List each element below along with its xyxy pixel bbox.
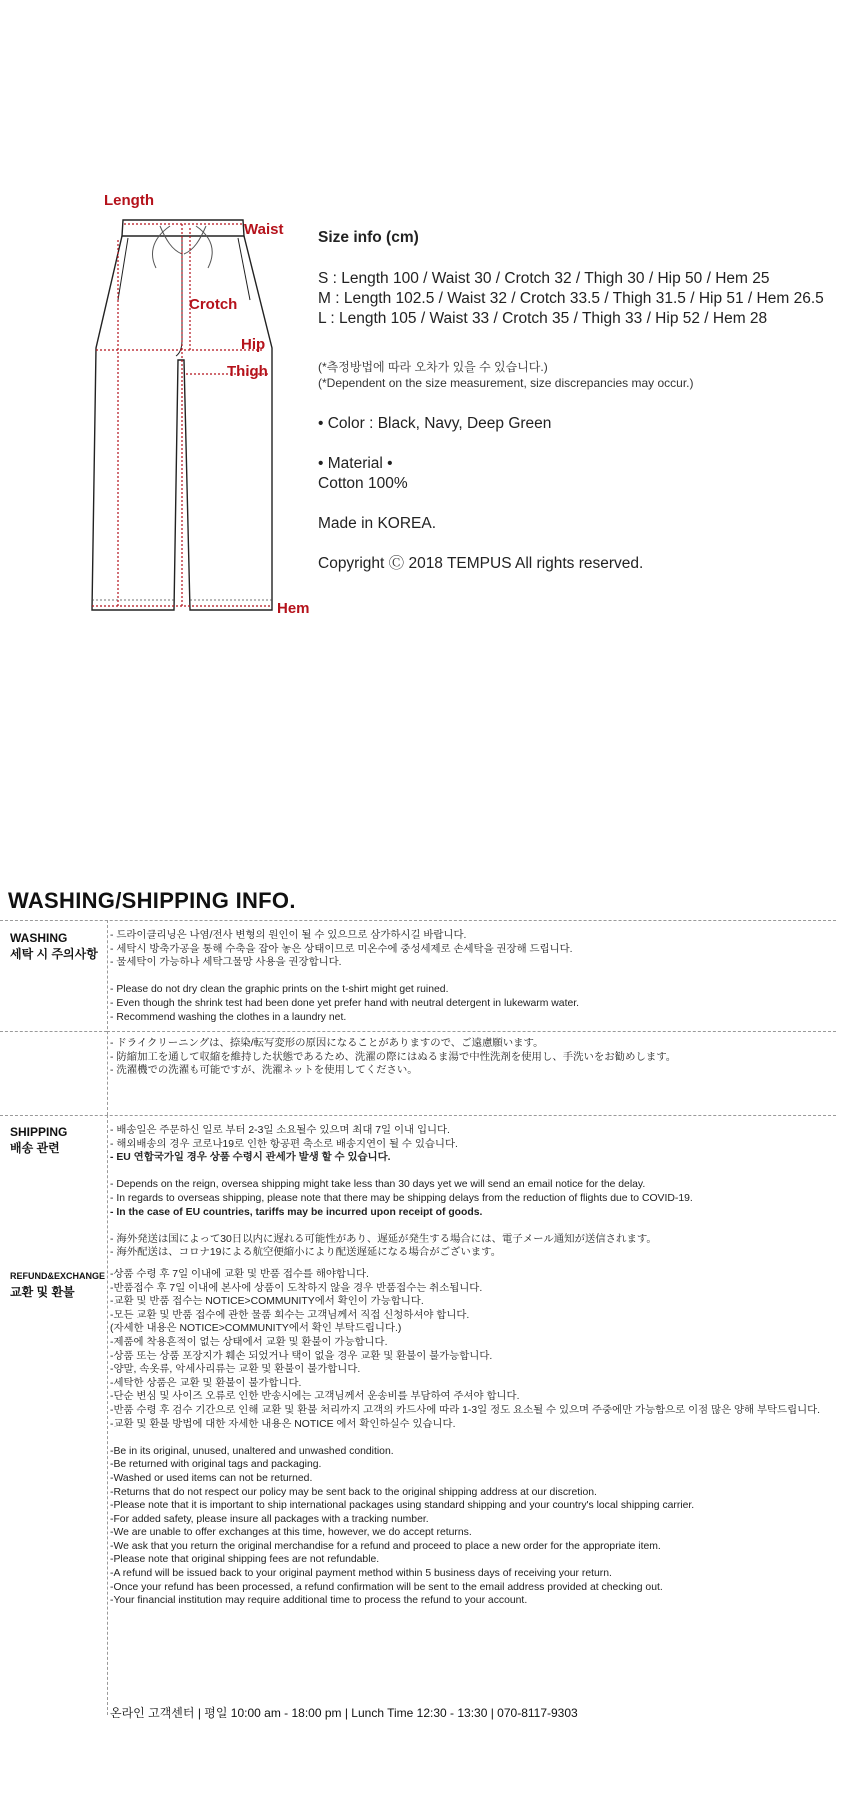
- washing-ja-line: - ドライクリーニングは、捺染/転写変形の原因になることがありますので、ご遠慮願います。: [110, 1038, 544, 1049]
- label-hem: Hem: [277, 600, 310, 617]
- washing-shipping-title: WASHING/SHIPPING INFO.: [8, 888, 296, 913]
- label-length: Length: [104, 192, 154, 209]
- refund-en-line: -Please note that it is important to ship international packages using standard shipping and your country's local shipping carrier.: [110, 1500, 695, 1512]
- size-row-m: M : Length 102.5 / Waist 32 / Crotch 33.5 / Thigh 31.5 / Hip 51 / Hem 26.5: [318, 290, 824, 307]
- washing-en-line: - Please do not dry clean the graphic prints on the t-shirt might get ruined.: [110, 984, 449, 996]
- washing-label-ko: 세탁 시 주의사항: [10, 947, 98, 961]
- refund-en-line: -Once your refund has been processed, a refund confirmation will be sent to the email address provided at checking out.: [110, 1581, 663, 1593]
- shipping-label: [10, 1124, 67, 1156]
- refund-en-line: -Be in its original, unused, unaltered and unwashed condition.: [110, 1445, 394, 1457]
- refund-en-line: -A refund will be issued back to your original payment method within 5 business days of receiving your return.: [110, 1568, 612, 1580]
- pants-waistband: [122, 220, 244, 236]
- material-value: Cotton 100%: [318, 475, 408, 492]
- refund-ko-line: -반품접수 후 7일 이내에 본사에 상품이 도착하지 않을 경우 반품접수는 취소됩니다.: [110, 1282, 483, 1294]
- shipping-label-ko: 배송 관련: [10, 1141, 60, 1155]
- shipping-text: [110, 1124, 834, 1260]
- size-row-l: L : Length 105 / Waist 33 / Crotch 35 / Thigh 33 / Hip 52 / Hem 28: [318, 310, 768, 327]
- refund-en-line: -Your financial institution may require additional time to process the refund to your account.: [110, 1595, 528, 1607]
- shipping-en-line: - Depends on the reign, oversea shipping might take less than 30 days yet we will send an email notice for the delay.: [110, 1179, 646, 1191]
- washing-ko-line: - 세탁시 방축가공을 통해 수축을 잡아 놓은 상태이므로 미온수에 중성세제로 손세탁을 권장해 드립니다.: [110, 943, 573, 955]
- label-hip: Hip: [241, 336, 266, 353]
- size-note-en: (*Dependent on the size measurement, size discrepancies may occur.): [318, 376, 694, 390]
- shipping-ko-line: - 배송일은 주문하신 일로 부터 2-3일 소요될수 있으며 최대 7일 이내 입니다.: [110, 1125, 450, 1136]
- refund-ko-line: -제품에 착용흔적이 없는 상태에서 교환 및 환불이 가능합니다.: [110, 1336, 388, 1348]
- refund-ko-line: -교환 및 반품 접수는 NOTICE>COMMUNITY에서 확인이 가능합니다.: [110, 1296, 424, 1308]
- label-crotch: Crotch: [189, 296, 238, 313]
- refund-ko-line: -세탁한 상품은 교환 및 환불이 불가합니다.: [110, 1377, 302, 1389]
- refund-ko-line: -교환 및 환불 방법에 대한 자세한 내용은 NOTICE 에서 확인하실수 있습니다.: [110, 1418, 456, 1430]
- shipping-en-line: - In regards to overseas shipping, please note that there may be shipping delays from the reduction of flights due to COVID-19.: [110, 1192, 693, 1204]
- refund-en-line: -Washed or used items can not be returned.: [110, 1472, 313, 1484]
- washing-ko-line: - 물세탁이 가능하나 세탁그물망 사용을 권장합니다.: [110, 957, 342, 969]
- material-label: • Material •: [318, 455, 393, 472]
- divider-vertical-2: [107, 1115, 108, 1715]
- color-info: • Color : Black, Navy, Deep Green: [318, 415, 552, 432]
- washing-text-ja: [110, 1037, 834, 1078]
- shipping-ko-bold-line: - EU 연합국가일 경우 상품 수령시 관세가 발생 할 수 있습니다.: [110, 1152, 391, 1164]
- refund-en-line: -Be returned with original tags and packaging.: [110, 1459, 322, 1471]
- refund-label-en: REFUND&EXCHANGE: [10, 1271, 106, 1281]
- washing-en-line: - Even though the shrink test had been done yet prefer hand with neutral detergent in lukewarm water.: [110, 997, 580, 1009]
- refund-text: [110, 1268, 834, 1608]
- pants-drawing: [0, 0, 300, 640]
- washing-ko-line: - 드라이클리닝은 나염/전사 변형의 원인이 될 수 있으므로 삼가하시길 바랍니다.: [110, 930, 467, 941]
- divider-top: [0, 920, 836, 921]
- refund-ko-line: -단순 변심 및 사이즈 오류로 인한 반송시에는 고객님께서 운송비를 부담하여 주셔야 합니다.: [110, 1391, 520, 1403]
- copyright: Copyright Ⓒ 2018 TEMPUS All rights reserved.: [318, 555, 644, 572]
- washing-label: [10, 930, 98, 962]
- washing-en-line: - Recommend washing the clothes in a laundry net.: [110, 1011, 347, 1023]
- label-thigh: Thigh: [227, 363, 268, 380]
- shipping-ja-line: - 海外配送は、コロナ19による航空便縮小により配送遅延になる場合がございます。: [110, 1247, 502, 1259]
- shipping-en-bold-line: - In the case of EU countries, tariffs may be incurred upon receipt of goods.: [110, 1206, 483, 1218]
- refund-en-line: -Please note that original shipping fees are not refundable.: [110, 1554, 380, 1566]
- customer-center-footer: 온라인 고객센터 | 평일 10:00 am - 18:00 pm | Lunch Time 12:30 - 13:30 | 070-8117-9303: [110, 1706, 578, 1720]
- refund-en-line: -Returns that do not respect our policy may be sent back to the original shipping address at our discretion.: [110, 1486, 597, 1498]
- size-note-ko: (*측정방법에 따라 오차가 있을 수 있습니다.): [318, 360, 548, 374]
- refund-en-line: -For added safety, please insure all packages with a tracking number.: [110, 1513, 429, 1525]
- refund-ko-line: (자세한 내용은 NOTICE>COMMUNITY에서 확인 부탁드립니다.): [110, 1323, 402, 1335]
- washing-label-en: WASHING: [10, 931, 68, 945]
- refund-label-ko: 교환 및 환불: [10, 1285, 75, 1299]
- refund-en-line: -We ask that you return the original merchandise for a refund and proceed to place a new order for the appropriate item.: [110, 1540, 661, 1552]
- shipping-label-en: SHIPPING: [10, 1125, 68, 1139]
- made-in: Made in KOREA.: [318, 515, 437, 532]
- divider-washing-mid: [0, 1031, 107, 1032]
- refund-ko-line: -상품 수령 후 7일 이내에 교환 및 반품 접수를 해야합니다.: [110, 1269, 369, 1280]
- shipping-ja-line: - 海外発送は国によって30日以内に遅れる可能性があり、遅延が発生する場合には、電子メール通知が送信されます。: [110, 1233, 657, 1245]
- refund-label: [10, 1268, 105, 1300]
- size-info-title: Size info (cm): [318, 229, 419, 246]
- washing-ja-line: - 洗濯機での洗濯も可能ですが、洗濯ネットを使用してください。: [110, 1065, 418, 1077]
- divider-vertical-1: [107, 920, 108, 1115]
- divider-shipping-top: [0, 1115, 836, 1116]
- refund-ko-line: -양말, 속옷류, 악세사리류는 교환 및 환불이 불가합니다.: [110, 1364, 361, 1376]
- label-waist: Waist: [244, 221, 284, 238]
- washing-ja-line: - 防縮加工を通して収縮を維持した状態であるため、洗濯の際にはぬるま湯で中性洗剤を使用し、手洗いをお勧めします。: [110, 1051, 677, 1063]
- size-row-s: S : Length 100 / Waist 30 / Crotch 32 / Thigh 30 / Hip 50 / Hem 25: [318, 270, 770, 287]
- shipping-ko-line: - 해외배송의 경우 코로나19로 인한 항공편 축소로 배송지연이 될 수 있습니다.: [110, 1138, 458, 1150]
- washing-text: [110, 929, 834, 1024]
- refund-ko-line: -상품 또는 상품 포장지가 훼손 되었거나 택이 없을 경우 교환 및 환불이 불가능합니다.: [110, 1350, 493, 1362]
- refund-ko-line: -모든 교환 및 반품 접수에 관한 물품 회수는 고객님께서 직접 신청하셔야 합니다.: [110, 1309, 470, 1321]
- refund-ko-line: -반품 수령 후 검수 기간으로 인해 교환 및 환불 처리까지 고객의 카드사에 따라 1-3일 정도 요소될 수 있으며 주중에만 가능함으로 이점 많은 양해 부탁드립니다.: [110, 1404, 821, 1416]
- size-info-panel: [318, 228, 848, 574]
- divider-washing-mid-right: [107, 1031, 836, 1032]
- refund-en-line: -We are unable to offer exchanges at this time, however, we do accept returns.: [110, 1527, 472, 1539]
